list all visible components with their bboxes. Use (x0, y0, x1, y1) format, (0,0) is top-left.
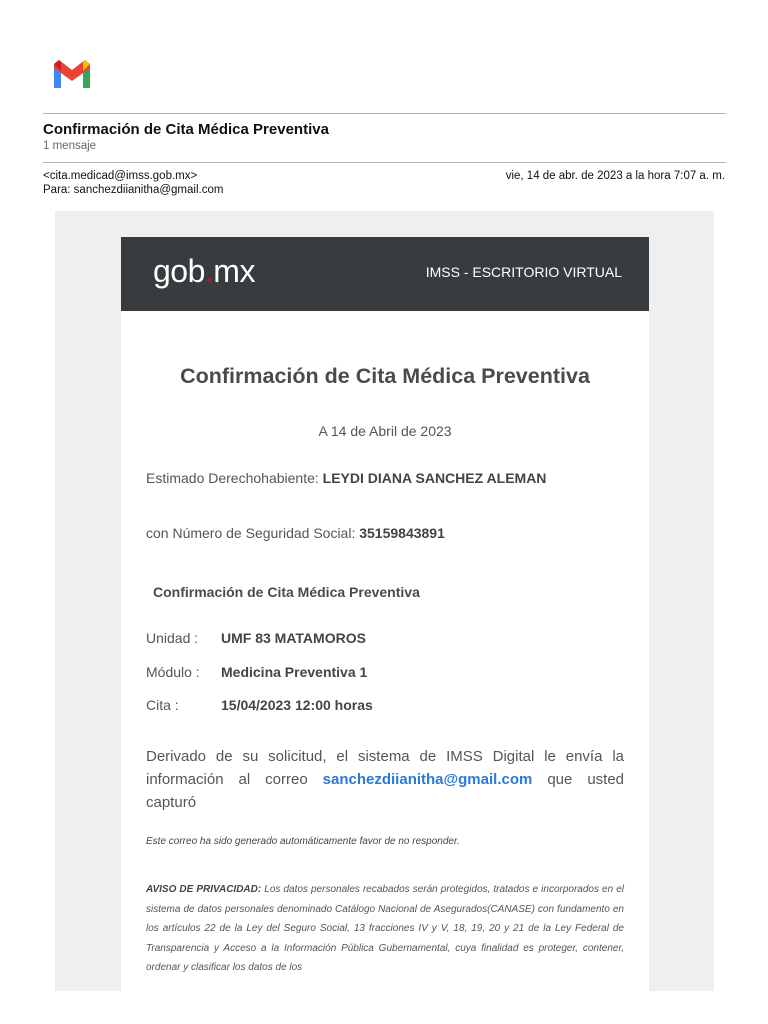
email-date: vie, 14 de abr. de 2023 a la hora 7:07 a. m. (505, 170, 725, 182)
message-count: 1 mensaje (43, 140, 97, 152)
brand-right: mx (213, 253, 255, 289)
para-text: Derivado de su solicitud, el sistema de IMSS Digital le envía la información al correo (146, 748, 624, 788)
nss-label: con Número de Seguridad Social: (146, 525, 356, 541)
auto-reply-note: Este correo ha sido generado automáticamente favor de no responder. (146, 836, 460, 847)
header-divider (43, 113, 726, 114)
unit-label: Unidad : (146, 630, 199, 646)
gobmx-logo[interactable] (153, 253, 255, 290)
appointment-label: Cita : (146, 697, 179, 713)
issue-date: A 14 de Abril de 2023 (318, 423, 452, 439)
privacy-label: AVISO DE PRIVACIDAD: (146, 884, 262, 895)
unit-value: UMF 83 MATAMOROS (221, 630, 366, 646)
module-value: Medicina Preventiva 1 (221, 664, 368, 680)
greeting-line (146, 470, 546, 486)
section-subtitle: Confirmación de Cita Médica Preventiva (153, 584, 420, 600)
appointment-value: 15/04/2023 12:00 horas (221, 697, 373, 713)
subject-divider (43, 162, 726, 163)
banner-title: IMSS - ESCRITORIO VIRTUAL (425, 264, 622, 280)
brand-dot: . (204, 253, 214, 289)
recipient-address: Para: sanchezdiianitha@gmail.com (43, 184, 224, 196)
module-label: Módulo : (146, 664, 200, 680)
email-card (121, 237, 649, 991)
email-subject: Confirmación de Cita Médica Preventiva (43, 121, 329, 138)
para-end: que usted capturó (146, 771, 625, 811)
gmail-logo-icon (52, 58, 92, 90)
card-title: Confirmación de Cita Médica Preventiva (180, 364, 590, 388)
nss-value: 35159843891 (359, 525, 445, 541)
email-link[interactable]: sanchezdiianitha@gmail.com (322, 771, 533, 788)
nss-line (146, 525, 445, 541)
info-paragraph (146, 745, 624, 814)
gobmx-banner (121, 237, 649, 311)
privacy-notice (146, 880, 624, 978)
greeting-label: Estimado Derechohabiente: (146, 470, 319, 486)
patient-name: LEYDI DIANA SANCHEZ ALEMAN (322, 470, 547, 486)
email-body-frame (55, 211, 714, 991)
brand-left: gob (153, 253, 205, 289)
sender-address[interactable]: <cita.medicad@imss.gob.mx> (43, 170, 198, 182)
privacy-text: Los datos personales recabados serán protegidos, tratados e incorporados en el sistema de datos personales denominado Catálogo Nacional de Asegurados(CANASE) con fundamento en los artículos 22 de la Ley del Seguro Social, 13 fracciones IV y V, 18, 19, 20 y 21 de la Ley Federal de Transparencia y Acceso a la Información Pública Gubernamental, cuya finalidad es proteger, contener, ordenar y clasificar los datos de los (146, 884, 625, 973)
